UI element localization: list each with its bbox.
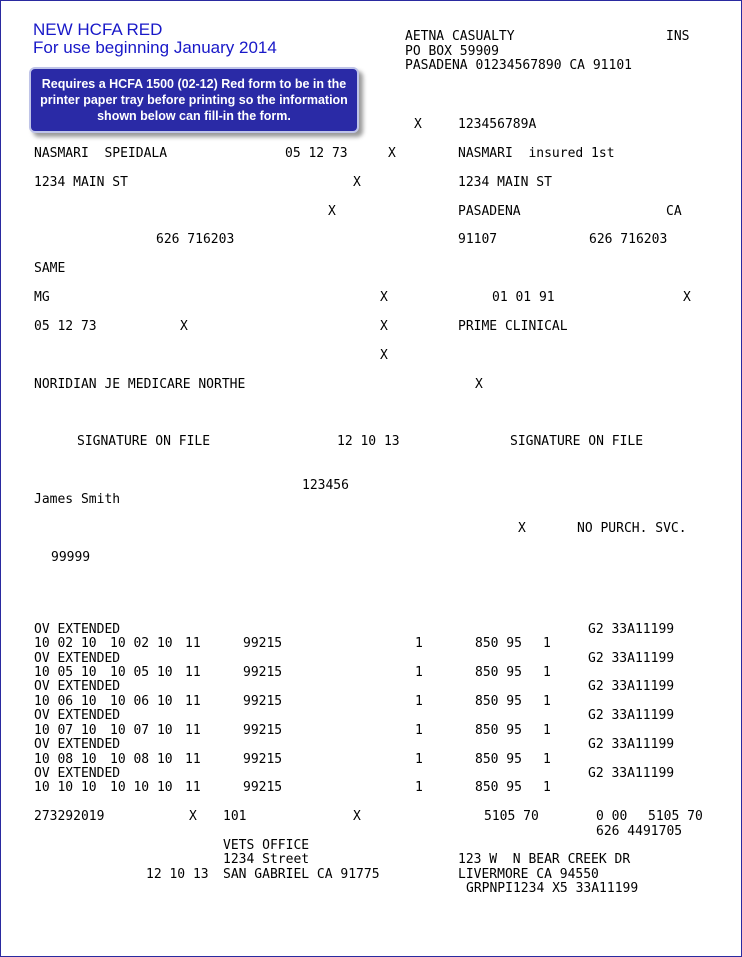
service-pointer: 1 — [415, 723, 423, 738]
employer-name: PRIME CLINICAL — [458, 319, 568, 334]
insured-name: NASMARI insured 1st — [458, 146, 615, 161]
physician-sign-date: 12 10 13 — [146, 867, 209, 882]
balance-due: 5105 70 — [648, 809, 703, 824]
referring-provider-name: James Smith — [34, 492, 121, 507]
service-place: 11 — [185, 636, 201, 651]
outside-lab-note: NO PURCH. SVC. — [577, 521, 687, 536]
other-accident-check: X — [380, 348, 388, 363]
service-qualifier: G2 33A11199 — [588, 651, 675, 666]
service-from-date: 10 06 10 — [34, 694, 97, 709]
another-plan-check: X — [475, 377, 483, 392]
insured-zip: 91107 — [458, 232, 498, 247]
relation-check: X — [353, 175, 361, 190]
service-note: OV EXTENDED — [34, 651, 121, 666]
service-cpt: 99215 — [243, 636, 283, 651]
service-qualifier: G2 33A11199 — [588, 679, 675, 694]
service-place: 11 — [185, 694, 201, 709]
insured-id: 123456789A — [458, 117, 537, 132]
patient-address: 1234 MAIN ST — [34, 175, 128, 190]
service-cpt: 99215 — [243, 723, 283, 738]
service-from-date: 10 05 10 — [34, 665, 97, 680]
service-to-date: 10 06 10 — [110, 694, 173, 709]
insured-sex-check: X — [683, 290, 691, 305]
service-note: OV EXTENDED — [34, 708, 121, 723]
ein-check: X — [189, 809, 197, 824]
insured-city: PASADENA — [458, 204, 521, 219]
patient-name: NASMARI SPEIDALA — [34, 146, 168, 161]
billing-city: LIVERMORE CA 94550 — [458, 867, 599, 882]
group-number: SAME — [34, 261, 66, 276]
form-subtitle: For use beginning January 2014 — [33, 38, 277, 57]
service-from-date: 10 10 10 — [34, 780, 97, 795]
federal-tax-id: 273292019 — [34, 809, 105, 824]
total-charge: 5105 70 — [484, 809, 539, 824]
patient-signature: SIGNATURE ON FILE — [77, 434, 211, 449]
referring-npi: 123456 — [302, 478, 349, 493]
service-cpt: 99215 — [243, 780, 283, 795]
service-to-date: 10 05 10 — [110, 665, 173, 680]
service-to-date: 10 02 10 — [110, 636, 173, 651]
service-charge: 850 95 — [475, 694, 522, 709]
diagnosis-code: 99999 — [51, 550, 91, 565]
other-insured-dob: 05 12 73 — [34, 319, 97, 334]
service-qualifier: G2 33A11199 — [588, 622, 675, 637]
other-sex-check: X — [180, 319, 188, 334]
service-place: 11 — [185, 752, 201, 767]
employment-check: X — [380, 290, 388, 305]
facility-name: VETS OFFICE — [223, 838, 310, 853]
service-pointer: 1 — [415, 636, 423, 651]
service-charge: 850 95 — [475, 636, 522, 651]
service-charge: 850 95 — [475, 665, 522, 680]
accept-assignment-check: X — [353, 809, 361, 824]
service-pointer: 1 — [415, 752, 423, 767]
service-to-date: 10 08 10 — [110, 752, 173, 767]
service-units: 1 — [543, 752, 551, 767]
service-note: OV EXTENDED — [34, 766, 121, 781]
service-units: 1 — [543, 694, 551, 709]
form-title: NEW HCFA RED — [33, 20, 163, 39]
service-pointer: 1 — [415, 694, 423, 709]
signature-date: 12 10 13 — [337, 434, 400, 449]
billing-npi: GRPNPI1234 X5 33A11199 — [466, 881, 639, 896]
insured-address: 1234 MAIN ST — [458, 175, 552, 190]
service-place: 11 — [185, 723, 201, 738]
carrier-type: INS — [666, 29, 690, 44]
service-qualifier: G2 33A11199 — [588, 737, 675, 752]
service-place: 11 — [185, 665, 201, 680]
status-check: X — [328, 204, 336, 219]
auto-accident-check: X — [380, 319, 388, 334]
service-units: 1 — [543, 665, 551, 680]
outside-lab-check: X — [518, 521, 526, 536]
service-cpt: 99215 — [243, 694, 283, 709]
other-plan-name: NORIDIAN JE MEDICARE NORTHE — [34, 377, 246, 392]
patient-account-no: 101 — [223, 809, 247, 824]
service-pointer: 1 — [415, 665, 423, 680]
patient-phone: 626 716203 — [156, 232, 235, 247]
insured-phone: 626 716203 — [589, 232, 668, 247]
service-from-date: 10 07 10 — [34, 723, 97, 738]
carrier-address-1: PO BOX 59909 — [405, 44, 499, 59]
patient-sex-check: X — [388, 146, 396, 161]
service-from-date: 10 02 10 — [34, 636, 97, 651]
service-from-date: 10 08 10 — [34, 752, 97, 767]
insured-dob: 01 01 91 — [492, 290, 555, 305]
service-units: 1 — [543, 636, 551, 651]
service-pointer: 1 — [415, 780, 423, 795]
service-charge: 850 95 — [475, 752, 522, 767]
insured-signature: SIGNATURE ON FILE — [510, 434, 644, 449]
printer-notice-callout: Requires a HCFA 1500 (02-12) Red form to be in the printer paper tray before printing so the information shown below can fill-in the form. — [29, 67, 359, 133]
service-units: 1 — [543, 780, 551, 795]
box1-check: X — [414, 117, 422, 132]
service-units: 1 — [543, 723, 551, 738]
service-charge: 850 95 — [475, 780, 522, 795]
billing-phone: 626 4491705 — [596, 824, 683, 839]
facility-street: 1234 Street — [223, 852, 310, 867]
service-note: OV EXTENDED — [34, 679, 121, 694]
billing-street: 123 W N BEAR CREEK DR — [458, 852, 631, 867]
facility-city: SAN GABRIEL CA 91775 — [223, 867, 380, 882]
service-charge: 850 95 — [475, 723, 522, 738]
service-note: OV EXTENDED — [34, 622, 121, 637]
patient-dob: 05 12 73 — [285, 146, 348, 161]
service-qualifier: G2 33A11199 — [588, 708, 675, 723]
service-note: OV EXTENDED — [34, 737, 121, 752]
carrier-address-2: PASADENA 01234567890 CA 91101 — [405, 58, 632, 73]
other-insured-name: MG — [34, 290, 50, 305]
service-place: 11 — [185, 780, 201, 795]
service-qualifier: G2 33A11199 — [588, 766, 675, 781]
service-cpt: 99215 — [243, 752, 283, 767]
service-cpt: 99215 — [243, 665, 283, 680]
carrier-name: AETNA CASUALTY — [405, 29, 515, 44]
service-to-date: 10 10 10 — [110, 780, 173, 795]
amount-paid: 0 00 — [596, 809, 628, 824]
service-to-date: 10 07 10 — [110, 723, 173, 738]
insured-state: CA — [666, 204, 682, 219]
